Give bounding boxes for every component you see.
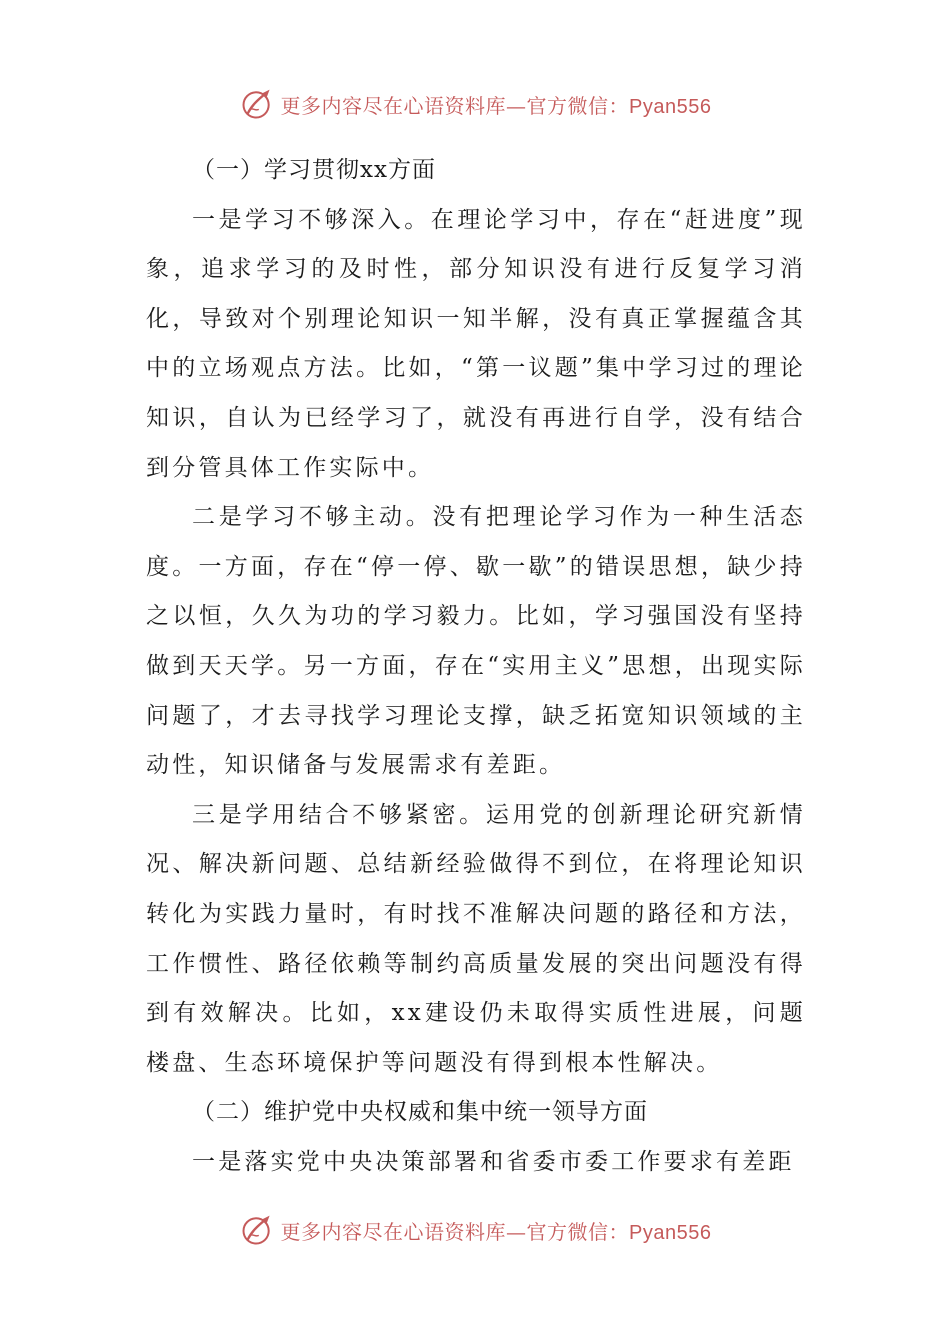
- section-heading-1: （一）学习贯彻xx方面: [192, 157, 436, 183]
- section-heading-2: （二）维护党中央权威和集中统一领导方面: [192, 1099, 648, 1126]
- pen-logo-icon: [239, 86, 275, 122]
- watermark-footer: [0, 1208, 950, 1252]
- wechat-id: Pyan556: [629, 95, 712, 118]
- paragraph-4: 一是落实党中央决策部署和省委市委工作要求有差距: [192, 1148, 795, 1175]
- pen-logo-icon: [239, 1212, 275, 1248]
- watermark-text: 更多内容尽在心语资料库—官方微信：Pyan556: [280, 1219, 712, 1244]
- document-body: [146, 146, 806, 1187]
- paragraph-2: 二是学习不够主动。没有把理论学习作为一种生活态度。一方面，存在“停一停、歇一歇”的错误思想，缺少持之以恒，久久为功的学习毅力。比如，学习强国没有坚持做到天天学。另一方面，存在“实用主义”思想，出现实际问题了，才去寻找学习理论支撑，缺乏拓宽知识领域的主动性，知识储备与发展需求有差距。: [146, 504, 806, 779]
- paragraph-1: 一是学习不够深入。在理论学习中，存在“赶进度”现象，追求学习的及时性，部分知识没有进行反复学习消化，导致对个别理论知识一知半解，没有真正掌握蕴含其中的立场观点方法。比如，“第一议题”集中学习过的理论知识，自认为已经学习了，就没有再进行自学，没有结合到分管具体工作实际中。: [146, 206, 806, 481]
- paragraph-3: 三是学用结合不够紧密。运用党的创新理论研究新情况、解决新问题、总结新经验做得不到位，在将理论知识转化为实践力量时，有时找不准解决问题的路径和方法，工作惯性、路径依赖等制约高质量发展的突出问题没有得到有效解决。比如，xx建设仍未取得实质性进展，问题楼盘、生态环境保护等问题没有得到根本性解决。: [146, 801, 806, 1076]
- watermark-header: [0, 82, 950, 126]
- watermark-text: 更多内容尽在心语资料库—官方微信：Pyan556: [280, 93, 712, 118]
- wechat-id: Pyan556: [629, 1221, 712, 1244]
